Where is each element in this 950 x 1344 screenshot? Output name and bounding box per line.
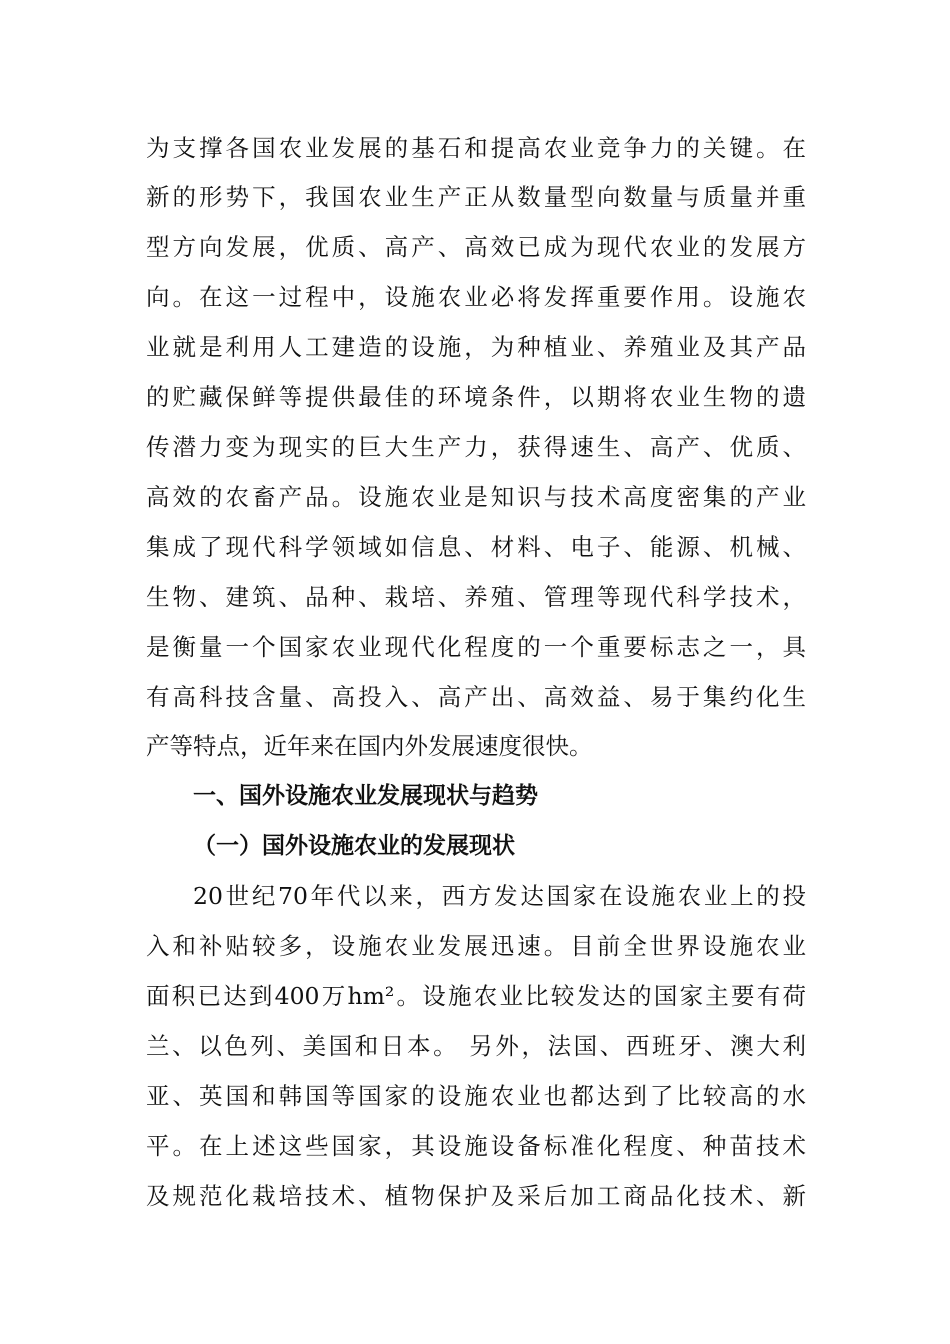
paragraph-2-line-3: 面积已达到400万hm²。设施农业比较发达的国家主要有荷 xyxy=(146,982,806,1010)
paragraph-1-line-9: 集成了现代科学领域如信息、材料、电子、能源、机械、 xyxy=(146,533,806,561)
paragraph-2-line-4: 兰、以色列、美国和日本。 另外，法国、西班牙、澳大利 xyxy=(146,1032,806,1060)
paragraph-1-line-11: 是衡量一个国家农业现代化程度的一个重要标志之一，具 xyxy=(146,633,806,661)
paragraph-1-line-2: 新的形势下，我国农业生产正从数量型向数量与质量并重 xyxy=(146,183,806,211)
paragraph-1-line-8: 高效的农畜产品。设施农业是知识与技术高度密集的产业 xyxy=(146,483,806,511)
section-heading-1: 一、国外设施农业发展现状与趋势 xyxy=(193,783,538,809)
paragraph-1-line-3: 型方向发展，优质、高产、高效已成为现代农业的发展方 xyxy=(146,233,806,261)
paragraph-2-line-1: 20世纪70年代以来，西方发达国家在设施农业上的投 xyxy=(193,882,806,910)
paragraph-1-line-6: 的贮藏保鲜等提供最佳的环境条件，以期将农业生物的遗 xyxy=(146,383,806,411)
subsection-heading-1: （一）国外设施农业的发展现状 xyxy=(193,833,515,859)
paragraph-2-line-5: 亚、英国和韩国等国家的设施农业也都达到了比较高的水 xyxy=(146,1082,806,1110)
paragraph-1-line-13: 产等特点，近年来在国内外发展速度很快。 xyxy=(146,732,593,760)
paragraph-1-line-1: 为支撑各国农业发展的基石和提高农业竞争力的关键。在 xyxy=(146,134,806,162)
paragraph-1-line-10: 生物、建筑、品种、栽培、养殖、管理等现代科学技术， xyxy=(146,583,806,611)
paragraph-1-line-7: 传潜力变为现实的巨大生产力，获得速生、高产、优质、 xyxy=(146,433,806,461)
paragraph-1-line-4: 向。在这一过程中，设施农业必将发挥重要作用。设施农 xyxy=(146,283,806,311)
paragraph-2-line-7: 及规范化栽培技术、植物保护及采后加工商品化技术、新 xyxy=(146,1182,806,1210)
paragraph-2-line-2: 入和补贴较多，设施农业发展迅速。目前全世界设施农业 xyxy=(146,932,806,960)
paragraph-1-line-5: 业就是利用人工建造的设施，为种植业、养殖业及其产品 xyxy=(146,333,806,361)
paragraph-2-line-6: 平。在上述这些国家，其设施设备标准化程度、种苗技术 xyxy=(146,1132,806,1160)
paragraph-1-line-12: 有高科技含量、高投入、高产出、高效益、易于集约化生 xyxy=(146,683,806,711)
